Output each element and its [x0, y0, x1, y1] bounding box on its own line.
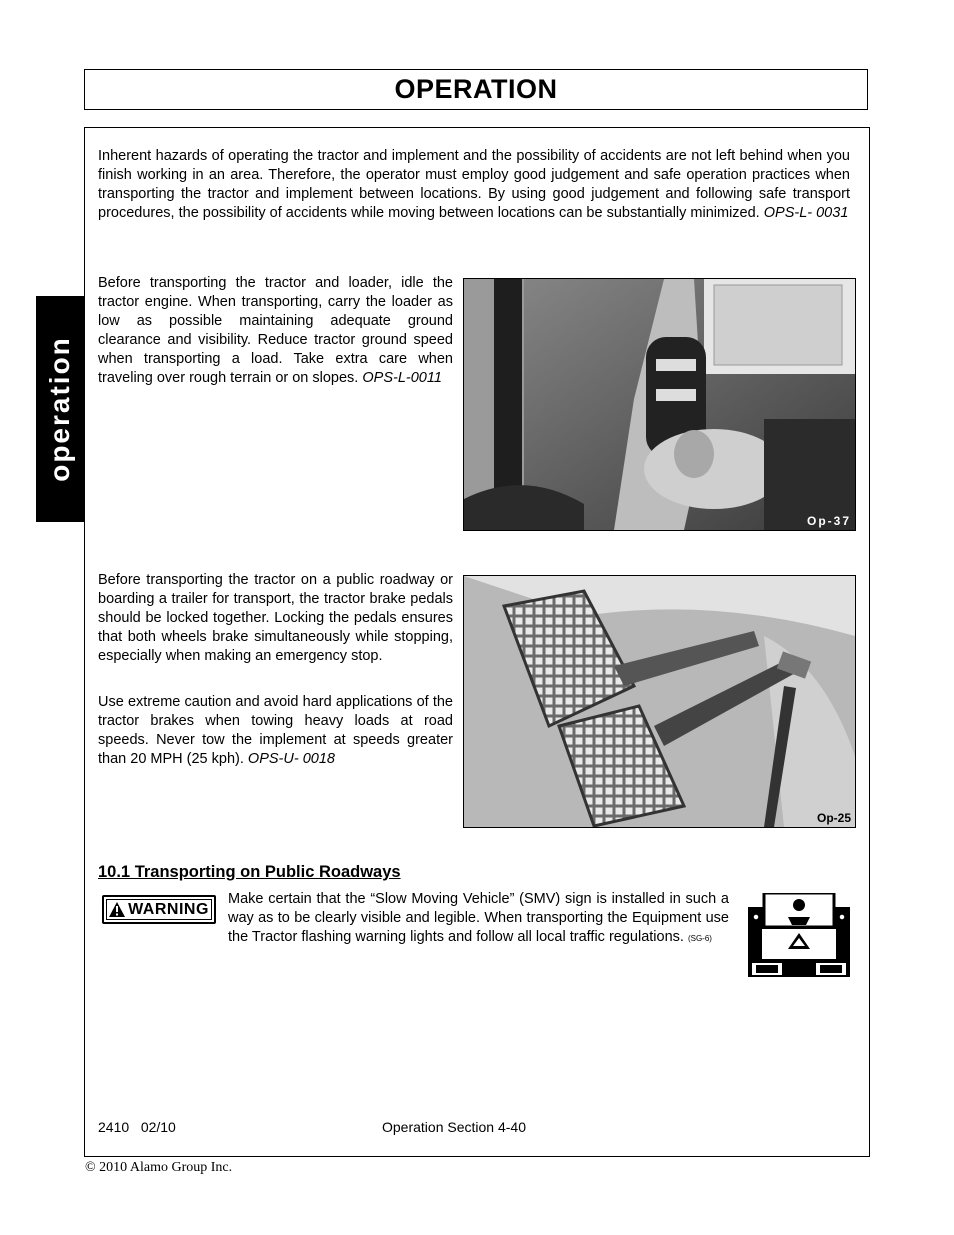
loader-joystick-photo — [463, 278, 856, 531]
section-heading-transporting: 10.1 Transporting on Public Roadways — [98, 863, 401, 881]
intro-paragraph — [98, 147, 850, 223]
loader-text: Before transporting the tractor and loader, idle the tractor engine. When transporting, carry the loader as low as possible maintaining adequate ground clearance and visibility. Reduce tractor ground speed when transporting a load. Take extra care when traveling over rough terrain or on slopes. — [98, 275, 453, 386]
roadway-text: Make certain that the “Slow Moving Vehicle” (SMV) sign is installed in such a way as to be clearly visible and legible. When transporting the Equipment use the Tractor flashing warning lights and follow all local traffic regulations. — [228, 891, 729, 945]
side-tab-label: operation — [44, 336, 75, 482]
brake-paragraph-1 — [98, 571, 453, 666]
intro-text: Inherent hazards of operating the tractor and implement and the possibility of accidents are not left behind when you finish working in an area. Therefore, the operator must employ good judgement and safe operation practices when transporting the tractor and implement between locations. By using good judgement and following safe transport procedures, the possibility of accidents while moving between locations can be substantially minimized. — [98, 148, 850, 221]
page-title: OPERATION — [394, 74, 558, 104]
roadway-paragraph — [228, 890, 729, 948]
brake-paragraph-2 — [98, 693, 453, 769]
brake-text-1: Before transporting the tractor on a public roadway or boarding a trailer for transport, the tractor brake pedals should be locked together. Locking the pedals ensures that both wheels brake simultaneously while stopping, especially when making an emergency stop. — [98, 572, 453, 664]
page-header — [84, 69, 868, 110]
copyright: © 2010 Alamo Group Inc. — [85, 1160, 233, 1175]
loader-code: OPS-L-0011 — [362, 370, 442, 386]
photo-label-op37: Op-37 — [806, 514, 851, 528]
warning-label: WARNING — [128, 900, 209, 918]
photo-label-op25: Op-25 — [816, 811, 851, 825]
loader-paragraph — [98, 274, 453, 388]
tractor-smv-icon — [748, 893, 850, 977]
intro-code: OPS-L- 0031 — [763, 205, 849, 221]
footer-section-page: Operation Section 4-40 — [382, 1119, 526, 1135]
side-section-tab — [36, 296, 84, 522]
roadway-code: (SG-6) — [687, 934, 712, 943]
brake-pedals-photo — [463, 575, 856, 828]
brake-code: OPS-U- 0018 — [247, 751, 335, 767]
brake-text-2: Use extreme caution and avoid hard applications of the tractor brakes when towing heavy loads at road speeds. Never tow the implement at speeds greater than 20 MPH (25 kph). — [98, 694, 453, 767]
warning-badge — [102, 895, 216, 924]
footer-model-date: 2410 02/10 — [98, 1119, 176, 1135]
